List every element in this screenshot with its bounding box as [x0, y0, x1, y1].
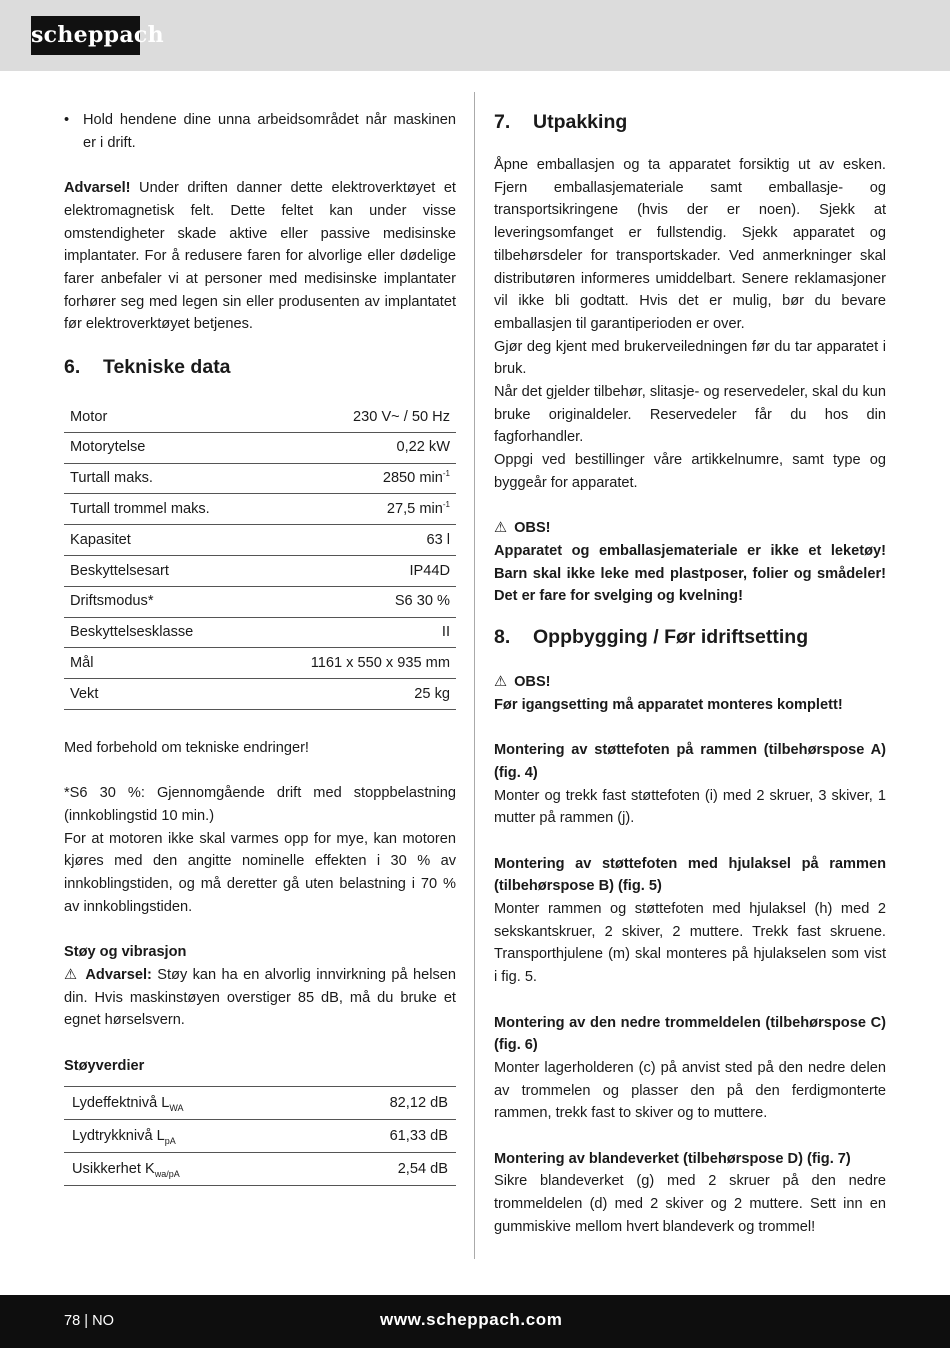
- header-band: [0, 0, 950, 71]
- section-title: Tekniske data: [103, 356, 231, 379]
- spec-value: 0,22 kW: [260, 432, 456, 463]
- spec-value: IP44D: [260, 556, 456, 587]
- spec-label: Beskyttelsesklasse: [64, 617, 260, 648]
- step-title: Montering av støttefoten på rammen (tilbehørspose A) (fig. 4): [494, 742, 886, 781]
- obs-text: Apparatet og emballasjemateriale er ikke et leketøy! Barn skal ikke leke med plastposer, folier og smådeler! Det er fare for svelging og kvelning!: [494, 542, 886, 605]
- section-number: 7.: [494, 111, 511, 133]
- table-row: [64, 1087, 456, 1120]
- step-text: Monter lagerholderen (c) på anvist sted på den nedre delen av trommelen og plasser den på den ferdigmonterte rammen, trekk fast to skiver og to muttere.: [494, 1059, 886, 1122]
- warning-triangle-icon: ⚠: [494, 520, 508, 537]
- spec-label: Turtall maks.: [64, 463, 260, 494]
- noise-value: 82,12 dB: [312, 1087, 456, 1120]
- table-row: [64, 1153, 456, 1186]
- left-column: [64, 109, 456, 1186]
- step-text: Monter og trekk fast støttefoten (i) med 2 skruer, 3 skiver, 1 mutter på rammen (j).: [494, 787, 886, 827]
- emf-warning-paragraph: [64, 177, 456, 336]
- unpack-paragraph: Når det gjelder tilbehør, slitasje- og reservedeler, skal du kun bruke originaldeler. Reservedeler får du hos din fagforhandler.: [494, 384, 886, 446]
- step-title: Montering av blandeverket (tilbehørspose D) (fig. 7): [494, 1150, 851, 1167]
- section-number: 8.: [494, 626, 511, 649]
- unpack-paragraph: Gjør deg kjent med brukerveiledningen før du tar apparatet i bruk.: [494, 338, 886, 378]
- bullet-item: [64, 109, 456, 154]
- spec-label: Beskyttelsesart: [64, 556, 260, 587]
- noise-values-table: [64, 1086, 456, 1185]
- table-row: [64, 463, 456, 494]
- spec-label: Motor: [64, 402, 260, 432]
- obs-label: ⚠ OBS!: [494, 517, 886, 540]
- noise-warning-label: Advarsel:: [85, 966, 152, 983]
- spec-value: II: [260, 617, 456, 648]
- section-number: 6.: [64, 356, 81, 379]
- noise-label: Lydeffektnivå $L_{WA}$: [64, 1087, 312, 1120]
- step-text: Monter rammen og støttefoten med hjulaksel (h) med 2 sekskantskruer, 2 skiver, 2 muttere. Trekk fast skruene. Transporthjulene (m) skal monteres på hjulakselen som vist i fig. 5.: [494, 901, 886, 986]
- spec-label: Mål: [64, 648, 260, 679]
- spec-value: 230 V~ / 50 Hz: [260, 402, 456, 432]
- table-row: [64, 586, 456, 617]
- noise-value: 61,33 dB: [312, 1120, 456, 1153]
- spec-value: 1161 x 550 x 935 mm: [260, 648, 456, 679]
- spec-label: Kapasitet: [64, 525, 260, 556]
- table-row: [64, 617, 456, 648]
- page-number: 78 | NO: [64, 1313, 115, 1329]
- warning-label: Advarsel!: [64, 180, 131, 197]
- unpack-paragraph: Oppgi ved bestillinger våre artikkelnumre, samt type og byggeår for apparatet.: [494, 452, 886, 491]
- table-row: [64, 402, 456, 432]
- noise-value: 2,54 dB: [312, 1153, 456, 1186]
- noise-label: Usikkerhet $K_{wa/pA}$: [64, 1153, 312, 1186]
- noise-label: Lydtrykknivå $L_{pA}$: [64, 1120, 312, 1153]
- section-6-heading: [64, 354, 456, 380]
- spec-label: Driftsmodus*: [64, 586, 260, 617]
- spec-label: Motorytelse: [64, 432, 260, 463]
- warning-triangle-icon: ⚠: [494, 674, 508, 691]
- unpack-paragraph: Åpne emballasjen og ta apparatet forsiktig ut av esken. Fjern emballasjemateriale samt emballasje- og transportsikringene (hvis der er noen). Sjekk at leveringsomfanget er fullstendig. Sjekk apparatet og tilbehørsdeler for transportskader. Ved anmerkninger skal distributøren informeres umiddelbart. Senere reklamasjoner vil ikke bli godtatt. Hvis det er mulig, bør du bevare emballasjen til garantiperioden er over.: [494, 157, 886, 332]
- section-title: Utpakking: [533, 111, 628, 133]
- table-row: [64, 432, 456, 463]
- section-8-heading: [494, 624, 886, 650]
- warning-text: Under driften danner dette elektroverktøyet et elektromagnetisk felt. Dette feltet kan under visse omstendigheter skade aktive eller passive medisinske implantater. For å redusere faren for alvorlige eller dødelige farer anbefaler vi at personer med medisinske implantater forhører seg med legen sin eller produsenten av implantatet før elektroverktøyet betjenes.: [64, 180, 456, 333]
- table-row: [64, 556, 456, 587]
- spec-value: 63 l: [260, 525, 456, 556]
- table-row: [64, 648, 456, 679]
- table-row: [64, 1120, 456, 1153]
- spec-value: S6 30 %: [260, 586, 456, 617]
- obs-text: Før igangsetting må apparatet monteres komplett!: [494, 696, 843, 713]
- column-divider: [474, 92, 475, 1259]
- section-title: Oppbygging / Før idriftsetting: [533, 626, 809, 649]
- section-7-heading: [494, 109, 886, 135]
- warning-triangle-icon: ⚠: [64, 966, 78, 983]
- spec-value: 27,5 $\min^{-1}$: [260, 494, 456, 525]
- bullet-dot-icon: •: [64, 112, 70, 128]
- tech-data-table: [64, 402, 456, 710]
- spec-value: 2850 $\min^{-1}$: [260, 463, 456, 494]
- scheppach-logo: scheppach: [31, 16, 140, 55]
- bullet-text: Hold hendene dine unna arbeidsområdet når maskinen er i drift.: [83, 112, 456, 151]
- noise-warning-text: Støy kan ha en alvorlig innvirkning på helsen din. Hvis maskinstøyen overstiger 85 dB, må du bruke et egnet hørselsvern.: [64, 966, 456, 1029]
- obs-label: ⚠ OBS!: [494, 671, 886, 694]
- table-row: [64, 679, 456, 710]
- table-row: [64, 494, 456, 525]
- spec-value: 25 kg: [260, 679, 456, 710]
- s6-note: *S6 30 %: Gjennomgående drift med stoppbelastning (innkoblingstid 10 min.): [64, 785, 456, 825]
- right-column: [494, 109, 886, 1239]
- motor-note: For at motoren ikke skal varmes opp for mye, kan motoren kjøres med den angitte nominelle effekten i 30 % av innkoblingstiden, og må deretter gå uten belastning i 70 % av innkoblingstiden.: [64, 830, 456, 915]
- spec-label: Turtall trommel maks.: [64, 494, 260, 525]
- spec-label: Vekt: [64, 679, 260, 710]
- noise-warning-paragraph: [64, 964, 456, 1032]
- noise-heading: Støy og vibrasjon: [64, 944, 187, 961]
- reservation-note: Med forbehold om tekniske endringer!: [64, 739, 309, 756]
- step-title: Montering av støttefoten med hjulaksel på rammen (tilbehørspose B) (fig. 5): [494, 855, 886, 895]
- website-link[interactable]: www.scheppach.com: [380, 1310, 563, 1329]
- footer-band: [0, 1295, 950, 1348]
- table-row: [64, 525, 456, 556]
- step-title: Montering av den nedre trommeldelen (tilbehørspose C) (fig. 6): [494, 1014, 886, 1054]
- step-text: Sikre blandeverket (g) med 2 skruer på den nedre trommeldelen (d) med 2 skiver og 2 muttere. Sett inn en gummiskive mellom hvert blandeverk og trommel!: [494, 1173, 886, 1235]
- noise-values-heading: Støyverdier: [64, 1057, 145, 1074]
